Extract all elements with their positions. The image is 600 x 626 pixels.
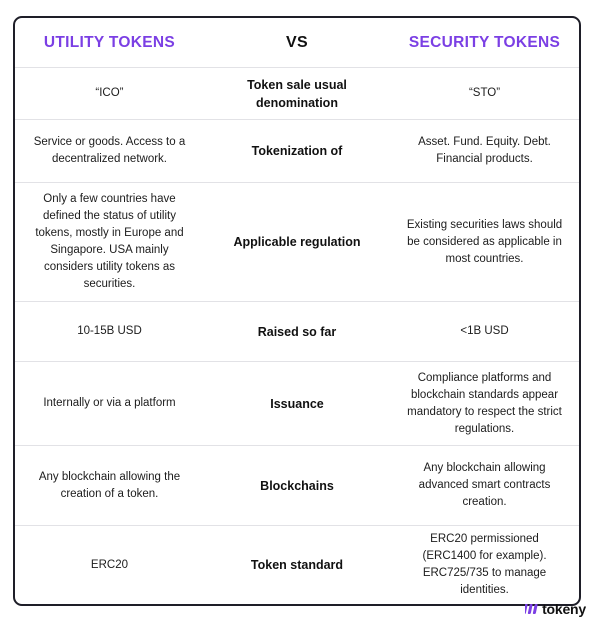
header-row bbox=[15, 18, 579, 68]
security-tokens-heading: SECURITY TOKENS bbox=[408, 33, 561, 51]
security-cell: <1B USD bbox=[460, 325, 509, 337]
utility-cell: Service or goods. Access to a decentralized network. bbox=[33, 136, 186, 165]
table-row bbox=[15, 302, 579, 362]
comparison-table bbox=[15, 18, 579, 604]
utility-cell: Any blockchain allowing the creation of a token. bbox=[38, 470, 181, 500]
criterion-cell: Raised so far bbox=[257, 324, 337, 339]
table-row bbox=[15, 183, 579, 302]
security-cell: Compliance platforms and blockchain standards appear mandatory to respect the strict regulations. bbox=[407, 371, 562, 435]
utility-cell: “ICO” bbox=[95, 87, 124, 99]
table-row bbox=[15, 362, 579, 446]
utility-cell: 10-15B USD bbox=[77, 325, 142, 337]
vs-heading: VS bbox=[286, 33, 308, 51]
security-cell: Asset. Fund. Equity. Debt. Financial products. bbox=[418, 136, 551, 165]
table-row bbox=[15, 68, 579, 120]
criterion-cell: Token sale usual denomination bbox=[247, 77, 347, 110]
tokeny-logo-text: tokeny bbox=[542, 601, 586, 617]
utility-tokens-heading: UTILITY TOKENS bbox=[43, 33, 176, 51]
tokeny-logo-icon bbox=[525, 603, 539, 615]
table-row bbox=[15, 120, 579, 183]
comparison-card bbox=[13, 16, 581, 606]
criterion-cell: Tokenization of bbox=[251, 144, 343, 158]
security-cell: “STO” bbox=[468, 87, 501, 99]
criterion-cell: Blockchains bbox=[260, 478, 334, 493]
table-row bbox=[15, 526, 579, 604]
utility-cell: ERC20 bbox=[90, 558, 128, 571]
security-cell: ERC20 permissioned (ERC1400 for example). ERC725/735 to manage identities. bbox=[422, 533, 547, 596]
criterion-cell: Applicable regulation bbox=[233, 235, 361, 249]
tokeny-logo bbox=[525, 601, 586, 617]
table-row bbox=[15, 446, 579, 526]
security-cell: Existing securities laws should be considered as applicable in most countries. bbox=[406, 218, 563, 265]
criterion-cell: Issuance bbox=[270, 396, 324, 411]
criterion-cell: Token standard bbox=[250, 558, 344, 572]
utility-cell: Only a few countries have defined the status of utility tokens, mostly in Europe and Singapore. USA mainly considers utility tokens as securities. bbox=[35, 193, 184, 290]
security-cell: Any blockchain allowing advanced smart contracts creation. bbox=[418, 462, 551, 508]
utility-cell: Internally or via a platform bbox=[43, 397, 176, 409]
